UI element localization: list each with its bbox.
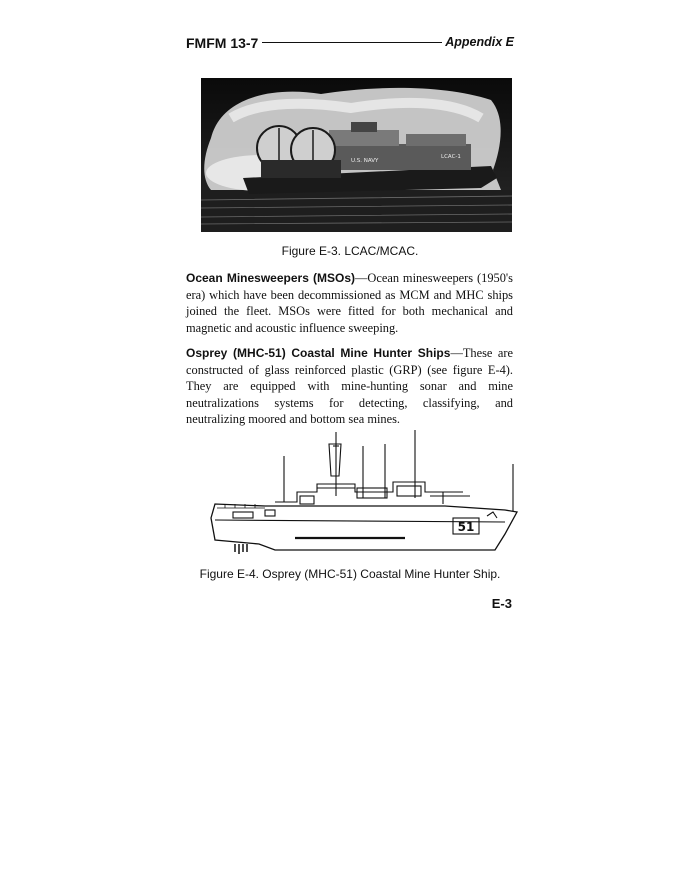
msos-paragraph [186, 270, 513, 336]
hull-marking-left: U.S. NAVY [351, 158, 379, 164]
osprey-text: —These are constructed of glass reinforced plastic (GRP) (see figure E-4). They are equipped with mine-hunting sonar and mine neutralizations systems for detecting, classifying, and neutralizing moored and bottom sea mines. [186, 346, 513, 426]
ship-hull-number: 51 [457, 520, 475, 534]
document-id: FMFM 13-7 [186, 35, 259, 51]
osprey-paragraph [186, 345, 513, 428]
figure-e4-caption: Figure E-4. Osprey (MHC-51) Coastal Mine Hunter Ship. [199, 567, 501, 581]
page-number: E-3 [491, 596, 512, 611]
hull-marking-right: LCAC-1 [441, 154, 461, 160]
osprey-ship-drawing [205, 426, 523, 558]
appendix-label: Appendix E [445, 35, 514, 49]
header-rule [262, 42, 442, 43]
msos-text: —Ocean minesweepers (1950's era) which have been decommissioned as MCM and MHC ships joined the fleet. MSOs were fitted for both mechanical and magnetic and acoustic influence sweeping. [186, 271, 513, 335]
figure-e3-caption: Figure E-3. LCAC/MCAC. [281, 244, 419, 258]
osprey-heading: Osprey (MHC-51) Coastal Mine Hunter Ships [186, 346, 451, 360]
msos-heading: Ocean Minesweepers (MSOs) [186, 271, 355, 285]
lcac-photo [201, 78, 512, 232]
running-header [186, 34, 514, 54]
